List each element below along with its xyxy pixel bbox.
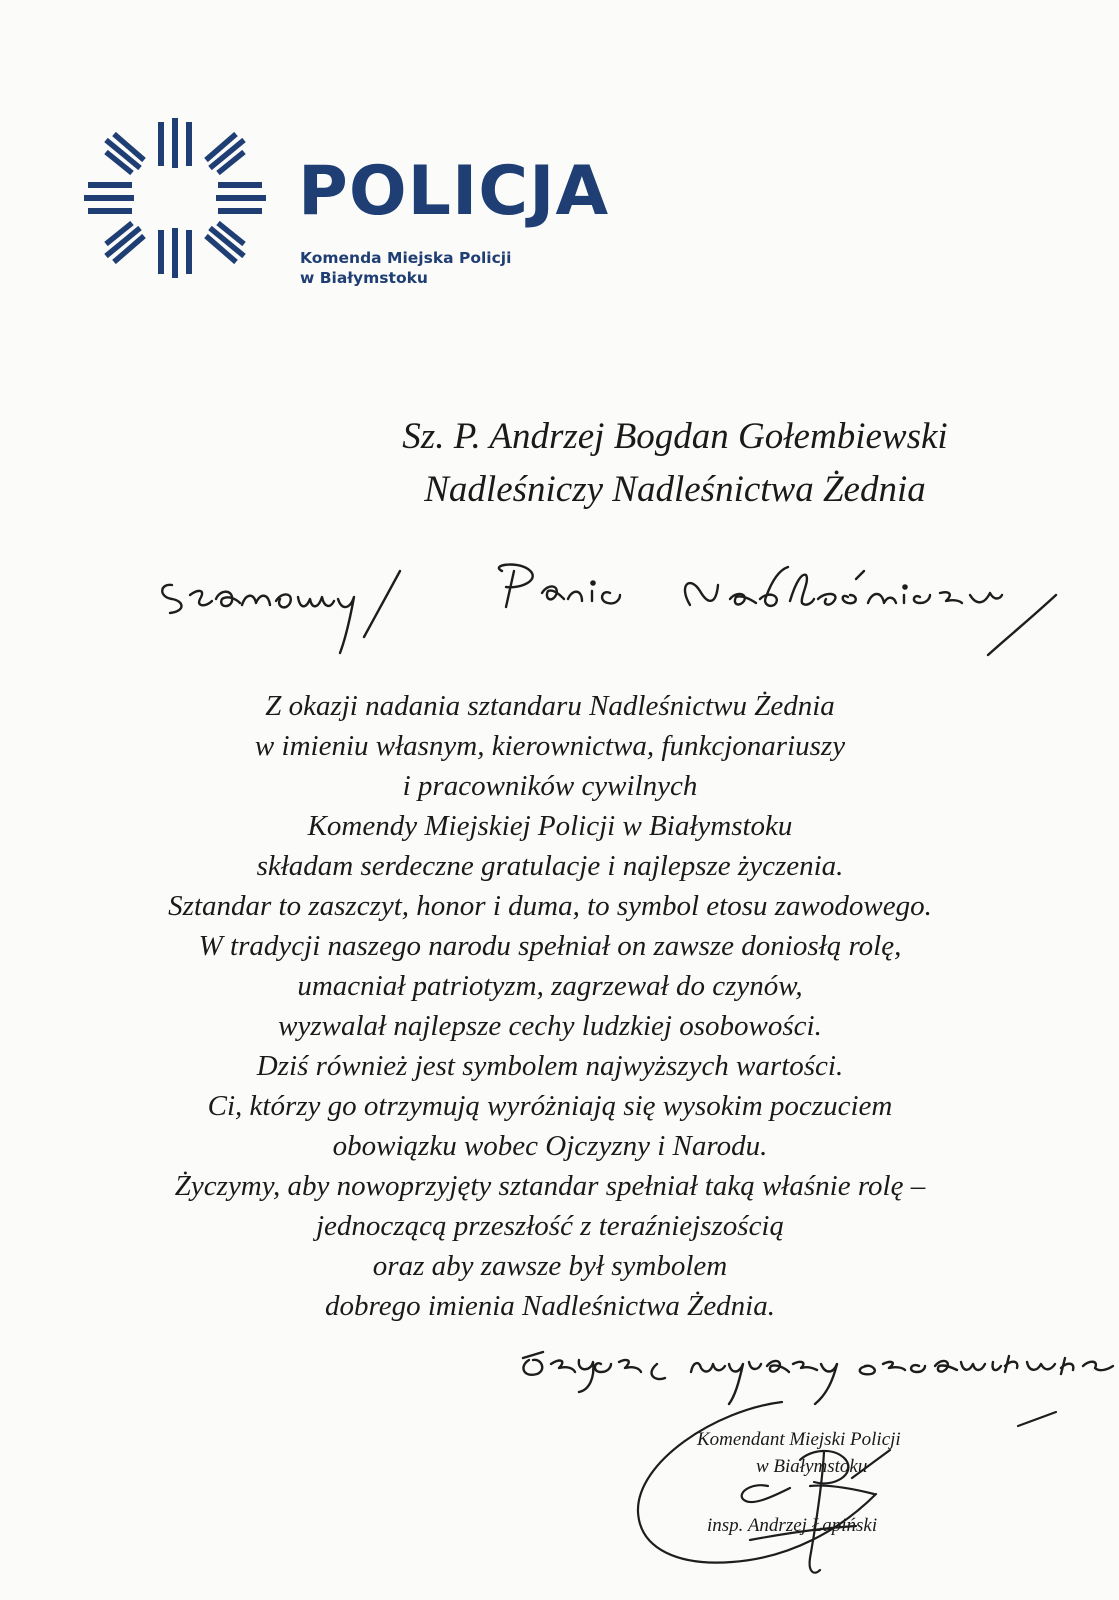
body-line: Z okazji nadania sztandaru Nadleśnictwu Żednia xyxy=(265,690,835,722)
body-line: Sztandar to zaszczyt, honor i duma, to symbol etosu zawodowego. xyxy=(168,890,932,922)
body-line: Dziś również jest symbolem najwyższych wartości. xyxy=(256,1050,844,1082)
body-line: jednoczącą przeszłość z teraźniejszością xyxy=(316,1210,784,1242)
body-line: składam serdeczne gratulacje i najlepsze życzenia. xyxy=(256,850,844,882)
body-line: Życzymy, aby nowoprzyjęty sztandar spełniał taką właśnie rolę – xyxy=(174,1170,926,1202)
body-line: wyzwalał najlepsze cechy ludzkiej osobowości. xyxy=(278,1010,822,1042)
unit-name xyxy=(300,248,511,288)
police-star-icon xyxy=(84,118,266,278)
brand-name: POLICJA xyxy=(298,152,610,231)
signatory-title: Komendant Miejski Policji xyxy=(697,1429,901,1450)
addressee-name: Sz. P. Andrzej Bogdan Gołembiewski xyxy=(402,416,948,457)
body-line: umacniał patriotyzm, zagrzewał do czynów, xyxy=(297,970,803,1002)
unit-name-line2: w Białymstoku xyxy=(300,269,428,287)
signatory-location: w Białymstoku xyxy=(756,1456,868,1477)
addressee-title: Nadleśniczy Nadleśnictwa Żednia xyxy=(424,469,926,510)
body-line: oraz aby zawsze był symbolem xyxy=(372,1250,728,1282)
body-line: W tradycji naszego narodu spełniał on zawsze doniosłą rolę, xyxy=(198,930,902,962)
handwritten-signature xyxy=(620,1390,1060,1580)
body-line: Komendy Miejskiej Policji w Białymstoku xyxy=(307,810,793,842)
body-line: w imieniu własnym, kierownictwa, funkcjonariuszy xyxy=(254,730,846,762)
body-line: i pracowników cywilnych xyxy=(402,770,698,802)
unit-name-line1: Komenda Miejska Policji xyxy=(300,249,512,267)
body-line: obowiązku wobec Ojczyzny i Narodu. xyxy=(332,1130,768,1162)
signatory-name: insp. Andrzej Łapiński xyxy=(707,1515,878,1536)
handwritten-salutation xyxy=(150,555,1100,685)
body-line: dobrego imienia Nadleśnictwa Żednia. xyxy=(324,1290,775,1322)
letter-body xyxy=(100,686,1000,1326)
body-line: Ci, którzy go otrzymują wyróżniają się wysokim poczuciem xyxy=(207,1090,893,1122)
